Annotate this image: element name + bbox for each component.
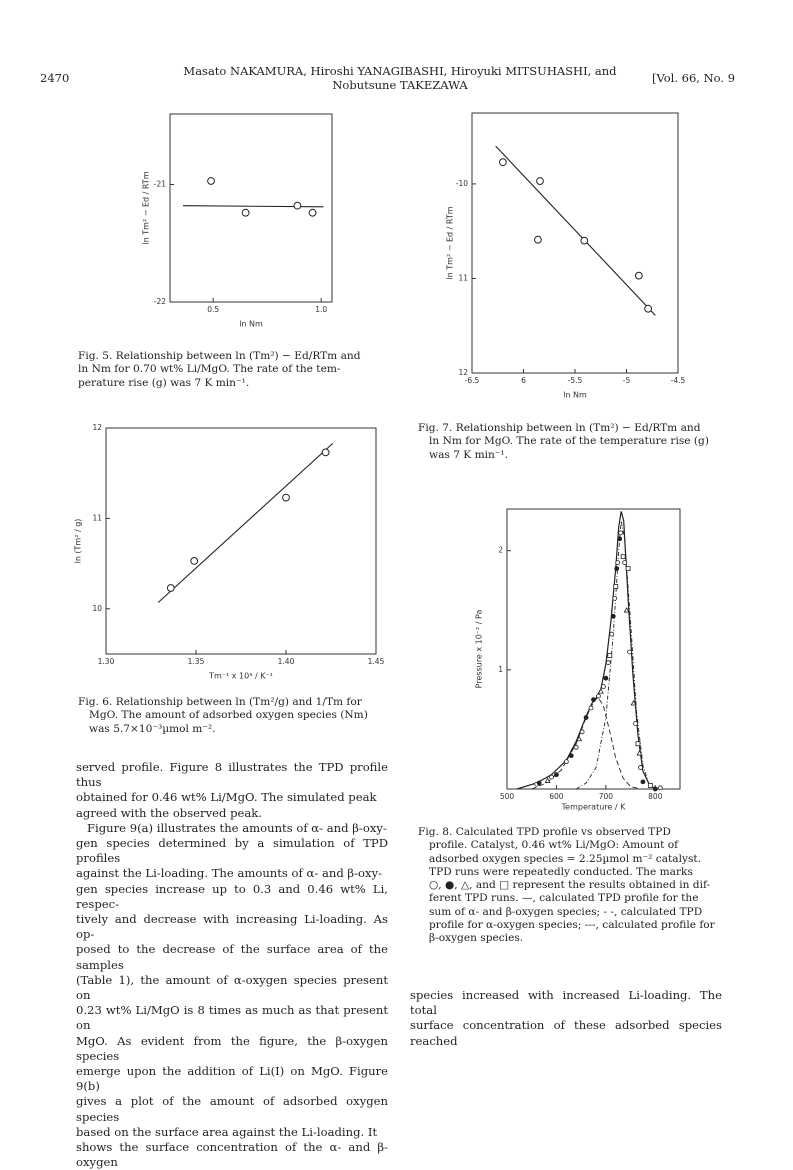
fig8-point-open-circle <box>613 596 617 600</box>
body-line: gives a plot of the amount of adsorbed oxygen species <box>76 1094 388 1124</box>
fig8-point-open-square <box>621 555 625 559</box>
fig8-point-filled-circle <box>584 716 588 720</box>
fig8-point-open-square <box>648 783 652 787</box>
fig8-point-open-circle <box>596 694 600 698</box>
fig7-caption-line-3: was 7 K min⁻¹. <box>429 448 509 461</box>
fig8-y-tick-label: 1 <box>498 664 503 674</box>
volume-label: [Vol. 66, No. 9 <box>652 71 736 85</box>
fig8-caption-line-7: sum of α- and β-oxygen species; - -, calculated TPD <box>429 905 703 918</box>
fig6-data-point <box>322 449 329 456</box>
fig8-point-open-circle <box>564 760 568 764</box>
fig5-chart <box>140 108 350 340</box>
fig7-y-axis-label: ln Tm² − Ed / RTm <box>445 206 455 280</box>
fig8-point-open-circle <box>601 685 605 689</box>
fig6-caption-line-2: MgO. The amount of adsorbed oxygen species (Nm) <box>89 709 368 722</box>
fig8-point-open-circle <box>658 786 662 790</box>
fig8-point-filled-circle <box>615 567 619 571</box>
fig8-point-open-circle <box>606 661 610 665</box>
fig8-point-filled-circle <box>592 698 596 702</box>
fig8-point-open-circle <box>589 706 593 710</box>
authors-line-1: Masato NAKAMURA, Hiroshi YANAGIBASHI, Hiroyuki MITSUHASHI, and <box>183 64 617 78</box>
fig8-point-open-circle <box>574 745 578 749</box>
fig6-data-point <box>191 557 198 564</box>
fig5-x-tick-label: 1.0 <box>315 305 328 314</box>
fig7-data-point <box>635 272 642 279</box>
fig8-series-line-solid <box>517 511 660 789</box>
fig5-x-tick-label: 0.5 <box>207 305 220 314</box>
body-line: based on the surface area against the Li-loading. It <box>76 1124 378 1139</box>
fig6-data-point <box>283 494 290 501</box>
fig5-data-point <box>208 178 215 185</box>
fig7-data-point <box>535 236 542 243</box>
fig7-data-point <box>500 159 507 166</box>
fig5-caption-line-3: perature rise (g) was 7 K min⁻¹. <box>78 376 250 389</box>
fig8-caption-line-8: profile for α-oxygen species; ---, calculated profile for <box>429 919 715 932</box>
fig7-y-tick-label: 11 <box>458 273 468 283</box>
body-line: against the Li-loading. The amounts of α- and β-oxy- <box>76 866 383 881</box>
fig8-point-open-circle <box>628 650 632 654</box>
fig8-caption-line-3: adsorbed oxygen species = 2.25µmol m⁻² catalyst. <box>429 852 702 865</box>
fig8-caption <box>418 826 718 946</box>
fig8-x-tick-label: 800 <box>648 792 663 801</box>
fig8-caption-line-1: Fig. 8. Calculated TPD profile vs observed TPD <box>418 826 671 838</box>
fig5-data-point <box>294 202 301 209</box>
running-header-authors <box>170 64 630 92</box>
fig5-caption <box>78 350 376 390</box>
fig7-x-tick-label: -6.5 <box>464 376 480 385</box>
fig6-x-tick-label: 1.40 <box>277 657 295 666</box>
fig5-data-point <box>309 209 316 216</box>
fig6-x-tick-label: 1.35 <box>187 657 205 666</box>
body-line: emerge upon the addition of Li(I) on MgO. Figure 9(b) <box>76 1064 388 1094</box>
body-line: shows the surface concentration of the α- and β-oxygen <box>76 1140 388 1170</box>
fig5-y-tick-label: -22 <box>153 297 166 306</box>
fig6-y-tick-label: 12 <box>92 423 102 432</box>
fig7-caption-line-1: Fig. 7. Relationship between ln (Tm²) − Ed/RTm and <box>418 422 701 434</box>
fig8-point-open-circle <box>616 561 620 565</box>
fig7-x-axis-label: ln Nm <box>563 390 587 400</box>
body-line: posed to the decrease of the surface area of the samples <box>76 942 388 972</box>
body-line: (Table 1), the amount of α-oxygen species present on <box>76 972 388 1003</box>
fig5-x-axis-label: ln Nm <box>239 319 263 329</box>
fig8-caption-line-5: ○, ●, △, and □ represent the results obtained in dif- <box>429 879 711 892</box>
fig6-fit-line <box>158 443 333 602</box>
body-line: Figure 9(a) illustrates the amounts of α- and β-oxy- <box>87 820 387 835</box>
fig6-data-point <box>167 585 174 592</box>
fig5-caption-line-1: Fig. 5. Relationship between ln (Tm²) − Ed/RTm and <box>78 350 361 362</box>
fig7-y-tick-label: 12 <box>458 368 468 377</box>
fig8-point-filled-circle <box>604 676 608 680</box>
fig8-caption-line-4: TPD runs were repeatedly conducted. The marks <box>429 865 693 878</box>
fig8-point-filled-circle <box>618 537 622 541</box>
fig7-plot-frame <box>472 113 678 373</box>
fig8-point-open-square <box>608 654 612 658</box>
body-right-column <box>410 988 722 1049</box>
fig8-point-filled-circle <box>569 754 573 758</box>
body-line: 0.23 wt% Li/MgO is 8 times as much as that present on <box>76 1003 388 1033</box>
fig7-fit-line <box>496 146 656 315</box>
body-line: surface concentration of these adsorbed species reached <box>410 1018 722 1048</box>
fig7-data-point <box>537 178 544 185</box>
fig7-x-tick-label: 6 <box>521 376 526 385</box>
page-number: 2470 <box>40 71 70 85</box>
fig7-x-tick-label: -4.5 <box>670 376 686 385</box>
authors-line-2: Nobutsune TAKEZAWA <box>332 78 468 92</box>
fig8-caption-line-2: profile. Catalyst, 0.46 wt% Li/MgO: Amount of <box>429 839 679 852</box>
fig8-caption-line-6: ferent TPD runs. —, calculated TPD profile for the <box>429 892 699 905</box>
fig8-point-open-square <box>636 742 640 746</box>
fig8-point-open-circle <box>634 721 638 725</box>
body-line: tively and decrease with increasing Li-loading. As op- <box>76 912 388 942</box>
fig5-y-tick-label: -21 <box>153 179 166 189</box>
fig6-caption-line-1: Fig. 6. Relationship between ln (Tm²/g) and 1/Tm for <box>78 696 362 708</box>
fig8-point-open-circle <box>623 561 627 565</box>
fig6-x-axis-label: Tm⁻¹ x 10³ / K⁻¹ <box>209 671 273 681</box>
fig8-point-open-triangle <box>637 751 642 755</box>
fig8-point-filled-circle <box>611 614 615 618</box>
fig7-x-tick-label: -5.5 <box>567 376 583 385</box>
fig7-caption <box>418 422 716 462</box>
fig6-chart <box>70 422 390 684</box>
fig5-caption-line-2: ln Nm for 0.70 wt% Li/MgO. The rate of the tem- <box>78 363 341 376</box>
fig8-x-tick-label: 600 <box>549 792 564 801</box>
body-line: obtained for 0.46 wt% Li/MgO. The simulated peak <box>76 790 377 805</box>
fig6-x-tick-label: 1.45 <box>367 657 385 666</box>
body-line: agreed with the observed peak. <box>76 805 262 820</box>
fig8-point-filled-circle <box>537 781 541 785</box>
body-line: MgO. As evident from the figure, the β-oxygen species <box>76 1033 388 1063</box>
fig8-x-axis-label: Temperature / K <box>561 802 626 812</box>
fig8-plot-frame <box>507 509 680 789</box>
fig8-point-filled-circle <box>554 773 558 777</box>
fig8-point-open-circle <box>610 632 614 636</box>
fig8-point-open-circle <box>549 775 553 779</box>
fig8-y-axis-label: Pressure x 10⁻² / Pa <box>474 609 484 689</box>
fig8-point-filled-circle <box>641 780 645 784</box>
fig7-x-tick-label: -5 <box>622 376 631 385</box>
fig5-fit-line <box>183 206 323 207</box>
body-line: species increased with increased Li-loading. The total <box>410 988 722 1018</box>
fig7-chart <box>440 105 700 413</box>
fig5-data-point <box>242 209 249 216</box>
fig6-caption-line-3: was 5.7×10⁻³µmol m⁻². <box>89 722 216 735</box>
fig5-plot-frame <box>170 114 332 302</box>
fig8-x-tick-label: 500 <box>499 792 515 801</box>
fig7-data-point <box>581 237 588 244</box>
fig6-caption <box>78 696 376 736</box>
fig8-point-open-square <box>614 584 618 588</box>
fig8-point-open-circle <box>580 730 584 734</box>
fig8-y-tick-label: 2 <box>498 545 503 555</box>
fig8-x-tick-label: 700 <box>598 792 614 801</box>
body-left-column <box>76 760 388 1170</box>
fig7-data-point <box>645 305 652 312</box>
fig8-point-open-square <box>626 567 630 571</box>
body-line: gen species increase up to 0.3 and 0.46 wt% Li, respec- <box>76 881 388 911</box>
fig8-chart <box>465 505 690 815</box>
fig6-y-tick-label: 11 <box>92 513 102 523</box>
fig5-y-axis-label: ln Tm² − Ed / RTm <box>141 171 151 245</box>
fig8-series-line-dash <box>532 697 641 789</box>
fig8-point-open-circle <box>619 531 623 535</box>
fig7-y-tick-label: -10 <box>455 178 468 188</box>
fig6-y-tick-label: 10 <box>92 603 102 613</box>
fig6-x-tick-label: 1.30 <box>97 657 115 666</box>
fig8-point-filled-circle <box>653 787 657 791</box>
fig7-caption-line-2: ln Nm for MgO. The rate of the temperature rise (g) <box>429 435 709 448</box>
fig8-point-open-circle <box>638 766 642 770</box>
body-line: served profile. Figure 8 illustrates the TPD profile thus <box>76 760 388 790</box>
fig8-caption-line-9: β-oxygen species. <box>429 932 524 945</box>
fig6-y-axis-label: ln (Tm² / g) <box>73 518 83 564</box>
body-line: gen species determined by a simulation of TPD profiles <box>76 836 388 866</box>
fig6-plot-frame <box>106 428 376 654</box>
